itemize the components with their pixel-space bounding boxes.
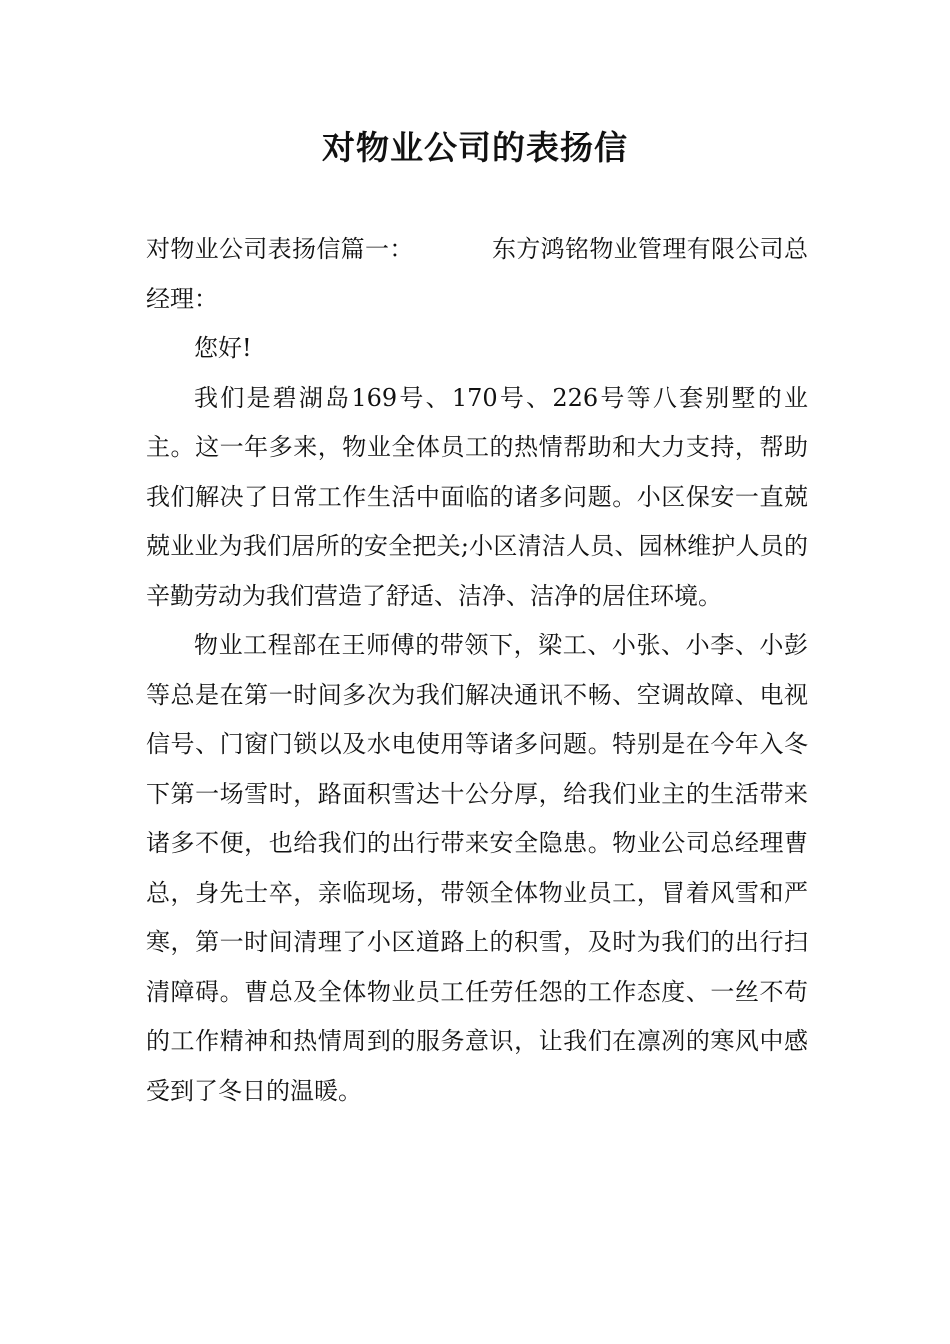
letter-body bbox=[146, 225, 808, 1116]
salutation-recipient: 东方鸿铭物业管理有限公司总经理： bbox=[146, 235, 809, 313]
paragraph-1: 我们是碧湖岛169号、170号、226号等八套别墅的业主。这一年多来，物业全体员工的热情帮助和大力支持，帮助我们解决了日常工作生活中面临的诸多问题。小区保安一直兢兢业业为我们居所的安全把关;小区清洁人员、园林维护人员的辛勤劳动为我们营造了舒适、洁净、洁净的居住环境。 bbox=[146, 383, 808, 610]
paragraph-2: 物业工程部在王师傅的带领下，梁工、小张、小李、小彭等总是在第一时间多次为我们解决通讯不畅、空调故障、电视信号、门窗门锁以及水电使用等诸多问题。特别是在今年入冬下第一场雪时，路面积雪达十公分厚，给我们业主的生活带来诸多不便，也给我们的出行带来安全隐患。物业公司总经理曹总，身先士卒，亲临现场，带领全体物业员工，冒着风雪和严寒，第一时间清理了小区道路上的积雪，及时为我们的出行扫清障碍。曹总及全体物业员工任劳任怨的工作态度、一丝不苟的工作精神和热情周到的服务意识，让我们在凛冽的寒风中感受到了冬日的温暖。 bbox=[146, 631, 808, 1105]
salutation-heading: 对物业公司表扬信篇一： bbox=[146, 235, 414, 263]
salutation-line bbox=[146, 225, 808, 324]
greeting: 您好! bbox=[194, 334, 252, 362]
document-title: 对物业公司的表扬信 bbox=[322, 128, 628, 167]
